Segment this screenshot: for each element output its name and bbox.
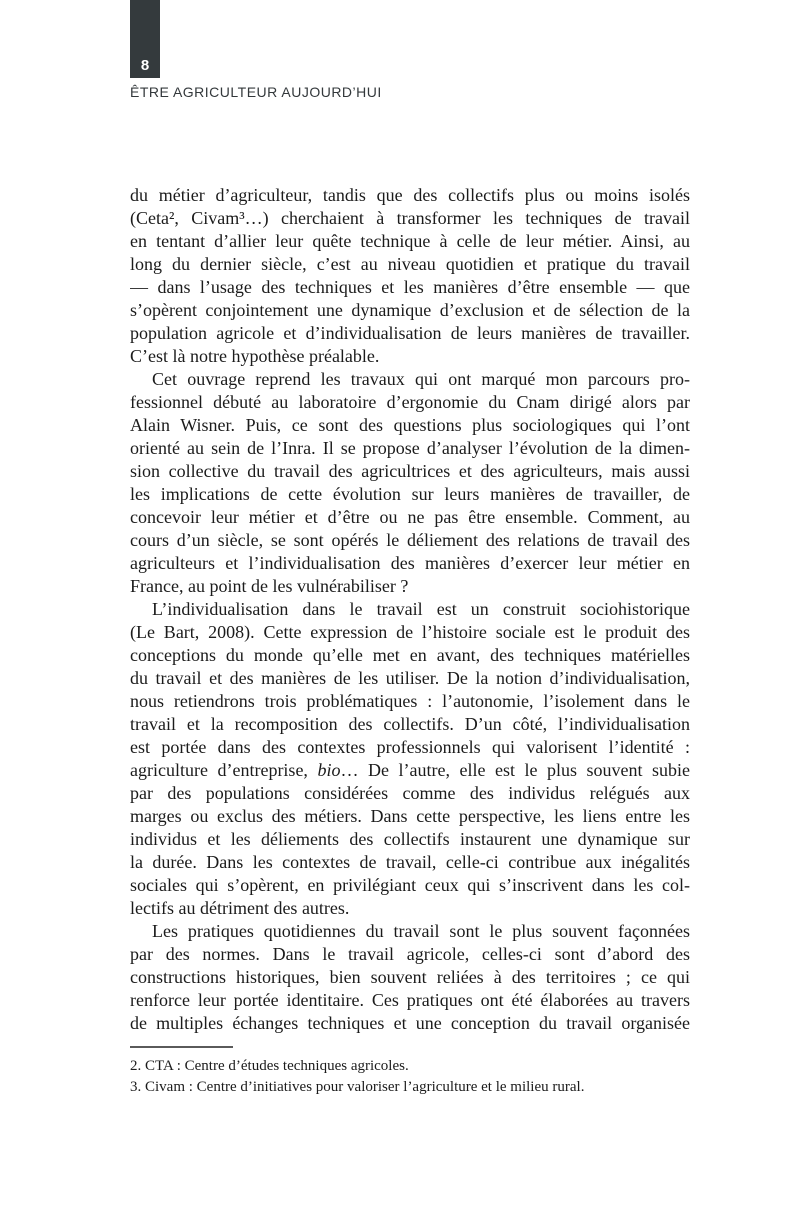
text-line: du travail et des manières de les utiliser. De la notion d’individualisation, xyxy=(130,668,690,688)
text-line: agriculture d’entreprise, bio… De l’autre, elle est le plus souvent subie xyxy=(130,760,690,780)
footnote: 3. Civam : Centre d’initiatives pour valoriser l’agriculture et le milieu rural. xyxy=(130,1078,585,1095)
text-line: individus et les déliements des collectifs instaurent une dynamique sur xyxy=(130,829,690,849)
text-line: s’opèrent conjointement une dynamique d’exclusion et de sélection de la xyxy=(130,300,690,320)
text-line: — dans l’usage des techniques et les manières d’être ensemble — que xyxy=(130,277,690,297)
text-line: par des populations considérées comme des individus relégués aux xyxy=(130,783,690,803)
text-line: Alain Wisner. Puis, ce sont des questions plus sociologiques qui l’ont xyxy=(130,415,690,435)
text-line: France, au point de les vulnérabiliser ? xyxy=(130,576,409,596)
text-line: renforce leur portée identitaire. Ces pratiques ont été élaborées au travers xyxy=(130,990,690,1010)
text-line: en tentant d’allier leur quête technique à celle de leur métier. Ainsi, au xyxy=(130,231,690,251)
italic-text: bio xyxy=(317,760,341,780)
footnote-list xyxy=(130,1056,690,1098)
footnote-area xyxy=(130,1046,690,1098)
text-line: marges ou exclus des métiers. Dans cette perspective, les liens entre les xyxy=(130,806,690,826)
text-line: constructions historiques, bien souvent reliées à des territoires ; ce qui xyxy=(130,967,690,987)
text-line: concevoir leur métier et d’être ou ne pas être ensemble. Comment, au xyxy=(130,507,690,527)
page-number: 8 xyxy=(140,57,150,74)
paragraph xyxy=(130,184,690,368)
text-line: conceptions du monde qu’elle met en avant, des techniques matérielles xyxy=(130,645,690,665)
paragraph xyxy=(130,368,690,598)
footnote: 2. CTA : Centre d’études techniques agricoles. xyxy=(130,1057,409,1074)
running-header: ÊTRE AGRICULTEUR AUJOURD’HUI xyxy=(130,84,382,100)
text-line: nous retiendrons trois problématiques : l’autonomie, l’isolement dans le xyxy=(130,691,690,711)
text-line: la durée. Dans les contextes de travail, celle-ci contribue aux inégalités xyxy=(130,852,690,872)
body-text xyxy=(130,184,690,1035)
text-line: long du dernier siècle, c’est au niveau quotidien et pratique du travail xyxy=(130,254,690,274)
text-line: par des normes. Dans le travail agricole, celles-ci sont d’abord des xyxy=(130,944,690,964)
text-line: Les pratiques quotidiennes du travail sont le plus souvent façonnées xyxy=(152,921,690,941)
text-line: (Ceta², Civam³…) cherchaient à transformer les techniques de travail xyxy=(130,208,690,228)
text-line: est portée dans des contextes professionnels qui valorisent l’identité : xyxy=(130,737,690,757)
text-line: de multiples échanges techniques et une conception du travail organisée xyxy=(130,1013,690,1033)
text-line: L’individualisation dans le travail est un construit sociohistorique xyxy=(152,599,690,619)
text-line: sociales qui s’opèrent, en privilégiant ceux qui s’inscrivent dans les col- xyxy=(130,875,690,895)
text-line: population agricole et d’individualisation de leurs manières de travailler. xyxy=(130,323,690,343)
text-line: les implications de cette évolution sur leurs manières de travailler, de xyxy=(130,484,690,504)
text-line: (Le Bart, 2008). Cette expression de l’histoire sociale est le produit des xyxy=(130,622,690,642)
page-number-tab xyxy=(130,0,160,78)
text-line: travail et la recomposition des collectifs. D’un côté, l’individualisation xyxy=(130,714,690,734)
text-line: fessionnel débuté au laboratoire d’ergonomie du Cnam dirigé alors par xyxy=(130,392,690,412)
text-line: sion collective du travail des agricultrices et des agriculteurs, mais aussi xyxy=(130,461,690,481)
footnote-divider xyxy=(130,1046,233,1048)
text-line: cours d’un siècle, se sont opérés le déliement des relations de travail des xyxy=(130,530,690,550)
text-line: du métier d’agriculteur, tandis que des collectifs plus ou moins isolés xyxy=(130,185,690,205)
text-line: lectifs au détriment des autres. xyxy=(130,898,350,918)
paragraph xyxy=(130,598,690,920)
paragraph xyxy=(130,920,690,1035)
text-line: orienté au sein de l’Inra. Il se propose d’analyser l’évolution de la dimen- xyxy=(130,438,690,458)
text-line: C’est là notre hypothèse préalable. xyxy=(130,346,380,366)
text-line: agriculteurs et l’individualisation des manières d’exercer leur métier en xyxy=(130,553,690,573)
text-line: Cet ouvrage reprend les travaux qui ont marqué mon parcours pro- xyxy=(152,369,690,389)
